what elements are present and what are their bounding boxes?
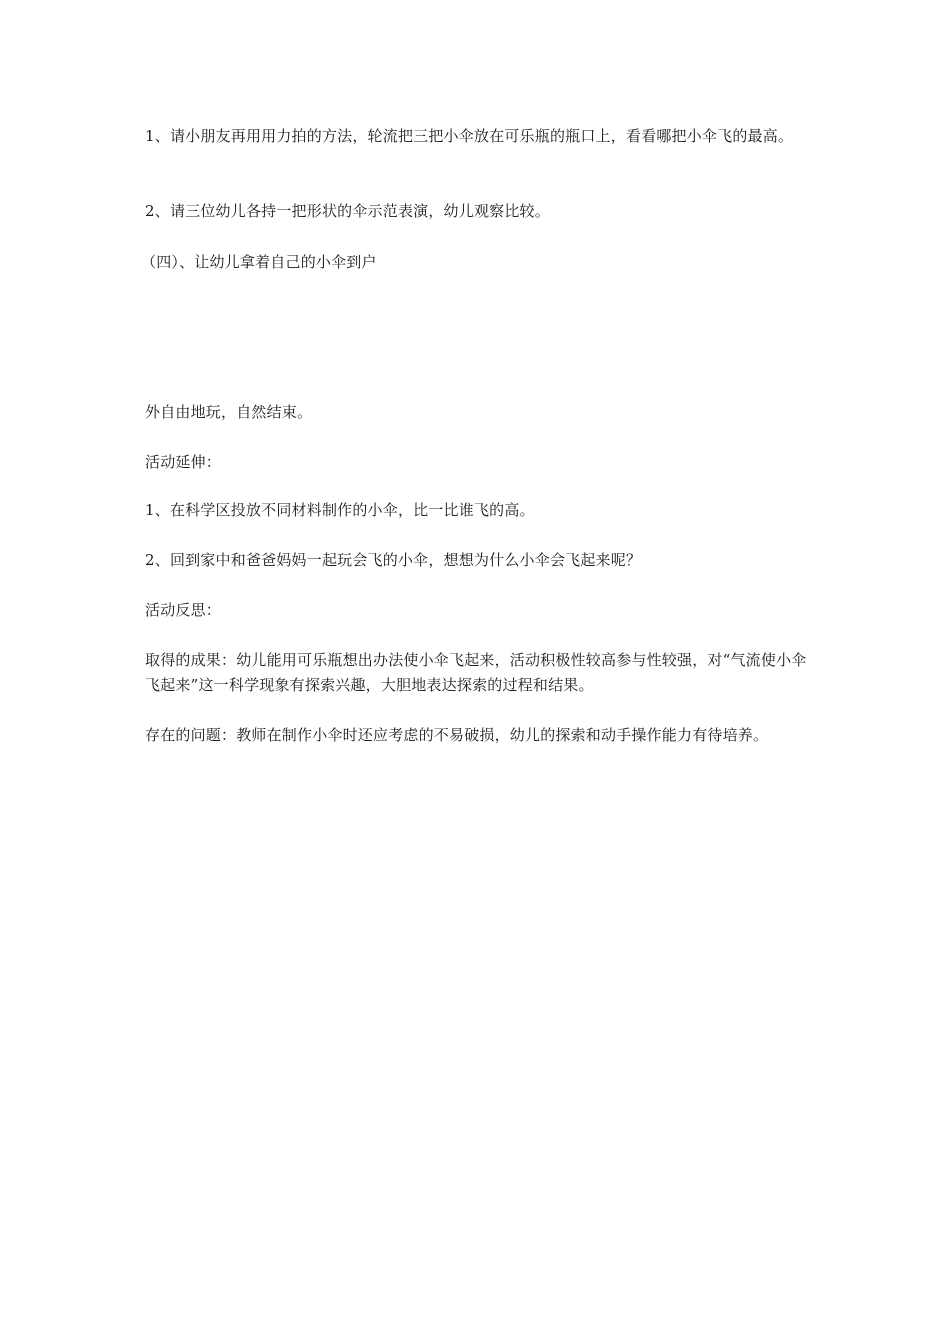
paragraph-section-4-start: （四）、让幼儿拿着自己的小伞到户 [141, 253, 377, 271]
paragraph-achievements: 取得的成果：幼儿能用可乐瓶想出办法使小伞飞起来，活动积极性较高参与性较强，对“气流使小伞飞起来”这一科学现象有探索兴趣，大胆地表达探索的过程和结果。 [145, 651, 807, 694]
paragraph-extension-1: 1、在科学区投放不同材料制作的小伞，比一比谁飞的高。 [145, 501, 535, 519]
heading-activity-extension: 活动延伸： [145, 453, 222, 471]
paragraph-section-4-end: 外自由地玩，自然结束。 [145, 403, 313, 421]
paragraph-extension-2: 2、回到家中和爸爸妈妈一起玩会飞的小伞，想想为什么小伞会飞起来呢？ [145, 551, 642, 569]
paragraph-step-2-demo: 2、请三位幼儿各持一把形状的伞示范表演，幼儿观察比较。 [145, 202, 550, 220]
heading-activity-reflection: 活动反思： [145, 601, 222, 619]
paragraph-problems: 存在的问题：教师在制作小伞时还应考虑的不易破损，幼儿的探索和动手操作能力有待培养。 [145, 726, 769, 744]
paragraph-step-1-clap: 1、请小朋友再用用力拍的方法，轮流把三把小伞放在可乐瓶的瓶口上，看看哪把小伞飞的最高。 [145, 127, 794, 145]
